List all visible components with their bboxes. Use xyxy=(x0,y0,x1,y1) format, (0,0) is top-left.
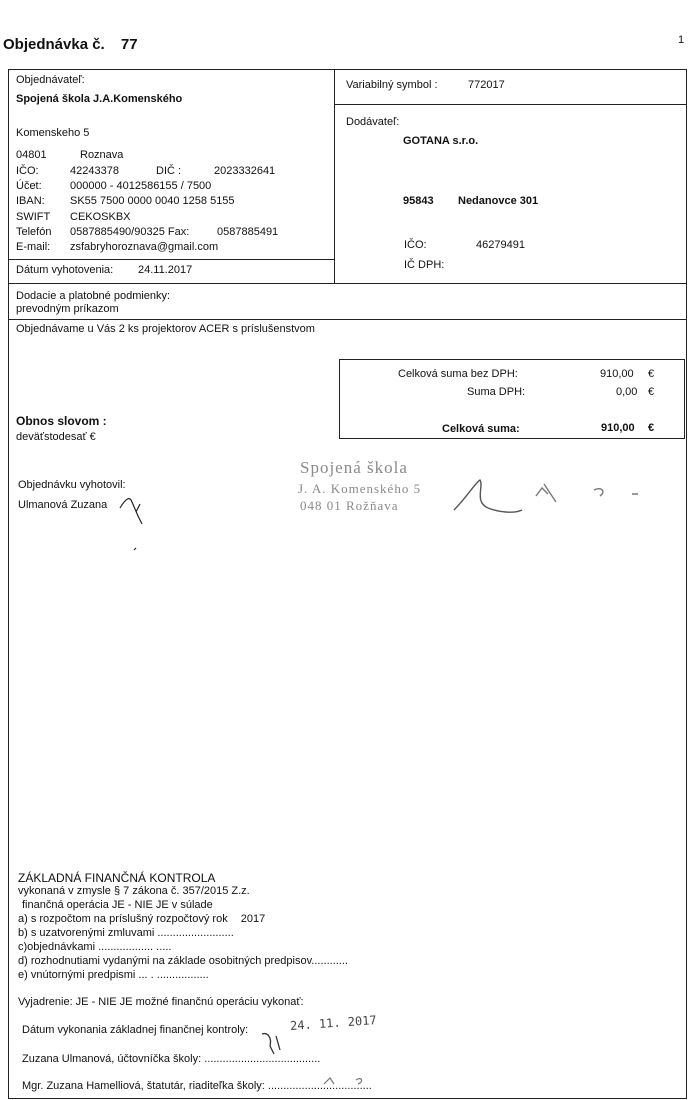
order-number: 77 xyxy=(120,36,138,53)
control-verdict: Vyjadrenie: JE - NIE JE možné finančnú operáciu vykonať: xyxy=(18,996,304,1008)
amount-words-value: deväťstodesať € xyxy=(16,431,96,443)
frame-right xyxy=(686,69,687,1099)
frame-bottom xyxy=(8,1098,687,1099)
prepared-name: Ulmanová Zuzana xyxy=(18,499,108,511)
divider-vs xyxy=(334,104,686,105)
customer-dic: 2023332641 xyxy=(214,165,276,177)
supplier-name: GOTANA s.r.o. xyxy=(403,135,479,147)
supplier-ico: 46279491 xyxy=(476,239,525,251)
order-text: Objednávame u Vás 2 ks projektorov ACER s príslušenstvom xyxy=(16,323,315,335)
customer-email: zsfabryhoroznava@gmail.com xyxy=(70,241,219,253)
total-without-vat: 910,00 xyxy=(600,368,634,380)
supplier-label: Dodávateľ: xyxy=(346,116,400,128)
frame-left xyxy=(8,69,9,1099)
customer-dic-label: DIČ : xyxy=(156,165,182,177)
customer-swift-label: SWIFT xyxy=(16,211,51,223)
document-title xyxy=(3,36,138,53)
customer-account: 000000 - 4012586155 / 7500 xyxy=(70,180,212,192)
prepared-label: Objednávku vyhotovil: xyxy=(18,479,126,491)
divider-terms-bottom xyxy=(8,319,687,320)
stamp-line-2: J. A. Komenského 5 xyxy=(298,481,422,496)
amount-words-label: Obnos slovom : xyxy=(16,414,107,428)
supplier-zip: 95843 xyxy=(403,195,434,207)
customer-ico-label: IČO: xyxy=(16,165,39,177)
control-item-c: c)objednávkami .................. ..... xyxy=(18,941,172,953)
control-date-label: Dátum vykonania základnej finančnej kontroly: xyxy=(22,1024,249,1036)
control-item-a-text: a) s rozpočtom na príslušný rozpočtový rok xyxy=(18,913,228,925)
vat-label: Suma DPH: xyxy=(467,386,526,398)
control-line-1: vykonaná v zmysle § 7 zákona č. 357/2015 Z.z. xyxy=(18,885,250,897)
divider-terms-top xyxy=(8,283,687,284)
customer-phone: 0587885490/90325 Fax: xyxy=(70,226,190,238)
currency-1: € xyxy=(648,368,655,380)
totals-box xyxy=(339,359,685,439)
currency-2: € xyxy=(648,386,655,398)
variable-symbol-label: Variabilný symbol : xyxy=(346,79,438,91)
customer-street: Komenskeho 5 xyxy=(16,127,90,139)
control-accountant: Zuzana Ulmanová, účtovníčka školy: ...................................... xyxy=(22,1053,321,1065)
customer-zip: 04801 xyxy=(16,149,47,161)
stamp-line-1: Spojená škola xyxy=(300,458,408,477)
page-number: 1 xyxy=(678,34,685,46)
date-label: Dátum vyhotovenia: xyxy=(16,264,114,276)
customer-email-label: E-mail: xyxy=(16,241,51,253)
currency-3: € xyxy=(648,422,655,434)
variable-symbol-value: 772017 xyxy=(468,79,505,91)
customer-name: Spojená škola J.A.Komenského xyxy=(16,93,183,105)
signature-director xyxy=(418,474,648,524)
control-title: ZÁKLADNÁ FINANČNÁ KONTROLA xyxy=(18,871,216,885)
customer-ico: 42243378 xyxy=(70,165,119,177)
control-item-a xyxy=(18,913,265,925)
customer-label: Objednávateľ: xyxy=(16,74,85,86)
customer-city: Roznava xyxy=(80,149,124,161)
control-date-handwritten: 24. 11. 2017 xyxy=(289,1012,378,1034)
signature-prepared xyxy=(118,494,150,554)
stamp-line-3: 048 01 Rožňava xyxy=(300,498,399,513)
control-item-d: d) rozhodnutiami vydanými na základe osobitných predpisov............ xyxy=(18,955,348,967)
customer-swift: CEKOSKBX xyxy=(70,211,131,223)
divider-date xyxy=(8,259,335,260)
customer-fax: 0587885491 xyxy=(217,226,279,238)
control-director: Mgr. Zuzana Hamelliová, štatutár, riaditeľka školy: .................................. xyxy=(22,1080,372,1092)
terms-value: prevodným príkazom xyxy=(16,303,119,315)
customer-account-label: Účet: xyxy=(16,180,42,192)
date-value: 24.11.2017 xyxy=(138,264,193,276)
vat-value: 0,00 xyxy=(616,386,638,398)
terms-label: Dodacie a platobné podmienky: xyxy=(16,290,171,302)
customer-iban-label: IBAN: xyxy=(16,195,45,207)
total-without-vat-label: Celková suma bez DPH: xyxy=(398,368,518,380)
supplier-address: Nedanovce 301 xyxy=(458,195,539,207)
divider-mid-vertical xyxy=(334,69,335,283)
total-value: 910,00 xyxy=(601,422,635,434)
frame-top xyxy=(8,69,687,70)
supplier-ico-label: IČO: xyxy=(404,239,427,251)
control-item-a-year: 2017 xyxy=(240,913,266,925)
customer-iban: SK55 7500 0000 0040 1258 5155 xyxy=(70,195,235,207)
total-label: Celková suma: xyxy=(442,423,520,435)
signature-director-small xyxy=(320,1070,380,1090)
supplier-icdph-label: IČ DPH: xyxy=(404,259,445,271)
control-item-b: b) s uzatvorenými zmluvami ......................... xyxy=(18,927,234,939)
customer-phone-label: Telefón xyxy=(16,226,52,238)
control-item-e: e) vnútornými predpismi ... . ................. xyxy=(18,969,209,981)
control-line-2: finančná operácia JE - NIE JE v súlade xyxy=(22,899,213,911)
title-label: Objednávka č. xyxy=(3,36,105,53)
